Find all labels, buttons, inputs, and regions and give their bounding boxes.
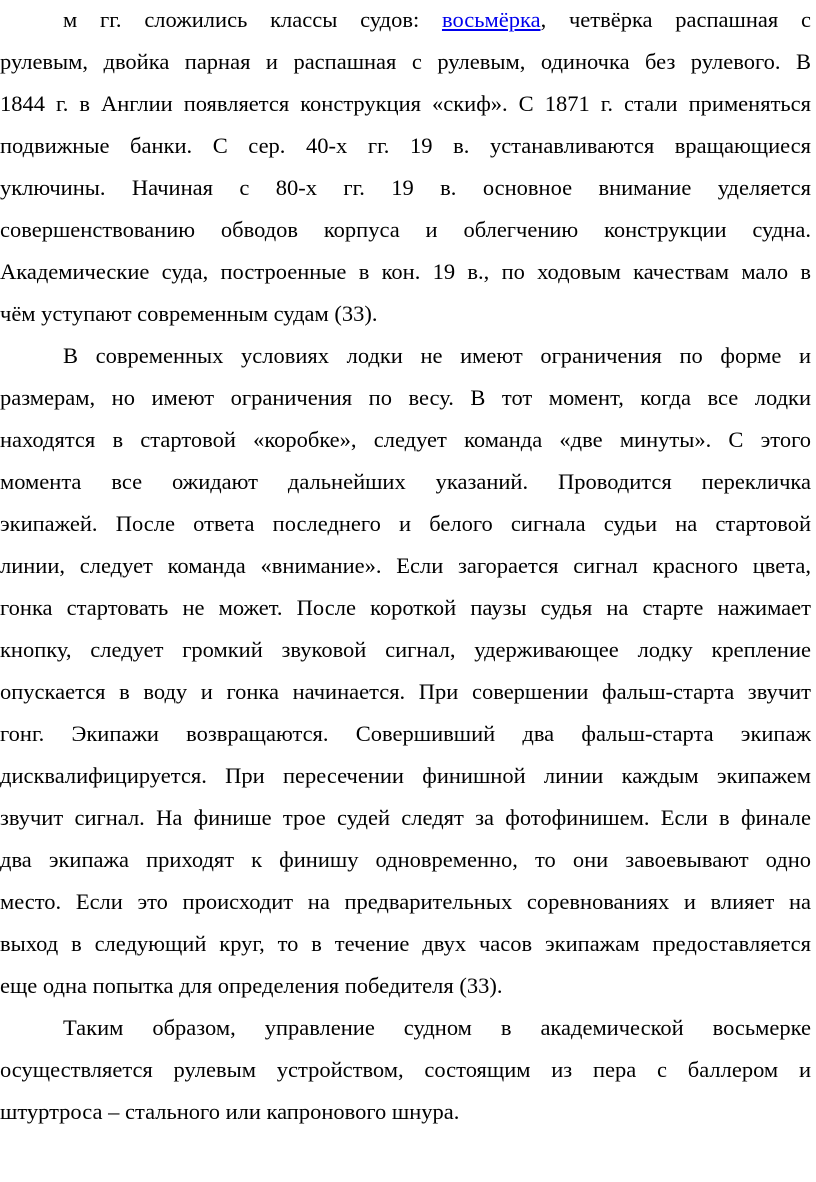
text-line: размерам, но имеют ограничения по весу. В тот момент, когда все лодки xyxy=(0,385,811,410)
text-line: чём уступают современным судам (33). xyxy=(0,301,378,326)
text-line: кнопку, следует громкий звуковой сигнал, удерживающее лодку крепление xyxy=(0,637,811,662)
text-line: еще одна попытка для определения победителя (33). xyxy=(0,973,503,998)
text-segment: , четвёрка распашная с xyxy=(540,7,812,32)
text-segment: м гг. сложились классы судов: xyxy=(63,7,442,32)
text-line: момента все ожидают дальнейших указаний. Проводится перекличка xyxy=(0,469,811,494)
link-vosmyorka[interactable]: восьмёрка xyxy=(441,7,541,32)
text-line: осуществляется рулевым устройством, состоящим из пера с баллером и xyxy=(0,1057,811,1082)
text-line: совершенствованию обводов корпуса и облегчению конструкции судна. xyxy=(0,217,811,242)
text-line: рулевым, двойка парная и распашная с рулевым, одиночка без рулевого. В xyxy=(0,49,811,74)
text-line: линии, следует команда «внимание». Если загорается сигнал красного цвета, xyxy=(0,553,811,578)
text-line: опускается в воду и гонка начинается. При совершении фальш-старта звучит xyxy=(0,679,811,704)
text-line xyxy=(63,0,811,41)
text-line: находятся в стартовой «коробке», следует команда «две минуты». С этого xyxy=(0,427,811,452)
text-line: Таким образом, управление судном в академической восьмерке xyxy=(63,1015,811,1040)
text-line: место. Если это происходит на предварительных соревнованиях и влияет на xyxy=(0,889,811,914)
text-line: уключины. Начиная с 80-х гг. 19 в. основное внимание уделяется xyxy=(0,175,811,200)
text-line: гонг. Экипажи возвращаются. Совершивший два фальш-старта экипаж xyxy=(0,721,811,746)
text-line: дисквалифицируется. При пересечении финишной линии каждым экипажем xyxy=(0,763,811,788)
text-line: звучит сигнал. На финише трое судей следят за фотофинишем. Если в финале xyxy=(0,805,811,830)
text-line: штуртроса – стального или капронового шнура. xyxy=(0,1099,460,1124)
text-line: подвижные банки. С сер. 40-х гг. 19 в. устанавливаются вращающиеся xyxy=(0,133,811,158)
text-line: гонка стартовать не может. После короткой паузы судья на старте нажимает xyxy=(0,595,811,620)
text-line: Академические суда, построенные в кон. 19 в., по ходовым качествам мало в xyxy=(0,259,811,284)
text-line: 1844 г. в Англии появляется конструкция «скиф». С 1871 г. стали применяться xyxy=(0,91,811,116)
text-line: два экипажа приходят к финишу одновременно, то они завоевывают одно xyxy=(0,847,811,872)
text-line: выход в следующий круг, то в течение двух часов экипажам предоставляется xyxy=(0,931,811,956)
text-line: экипажей. После ответа последнего и белого сигнала судьи на стартовой xyxy=(0,511,811,536)
text-line: В современных условиях лодки не имеют ограничения по форме и xyxy=(63,343,811,368)
